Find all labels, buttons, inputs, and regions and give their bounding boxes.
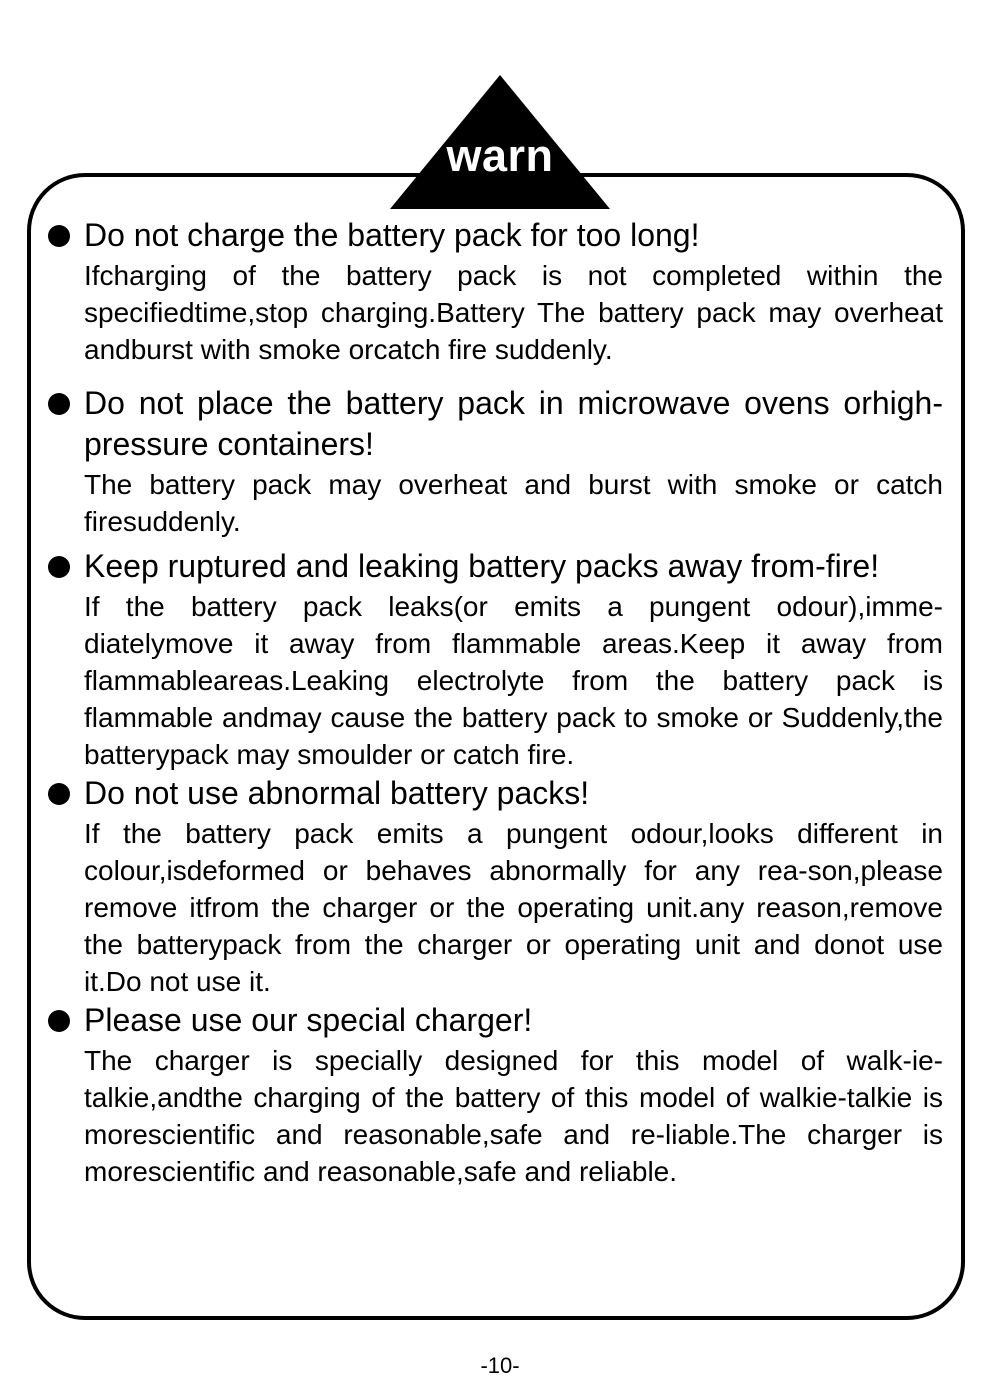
bullet-icon xyxy=(48,556,70,578)
bullet-icon xyxy=(48,225,70,247)
warning-body: The battery pack may overheat and burst with smoke or catch firesuddenly. xyxy=(84,469,943,537)
warning-item xyxy=(84,1000,943,1190)
warning-heading: Do not place the battery pack in microwave ovens orhigh-pressure containers! xyxy=(84,385,943,462)
warning-item xyxy=(84,546,943,773)
warn-heading: warn xyxy=(446,130,554,181)
warning-list xyxy=(84,215,943,1190)
warning-item xyxy=(84,383,943,540)
page-number: -10- xyxy=(480,1353,520,1378)
warning-heading: Please use our special charger! xyxy=(84,1002,533,1038)
warning-item xyxy=(84,773,943,1000)
bullet-icon xyxy=(48,393,70,415)
warning-body: If the battery pack emits a pungent odour,looks different in colour,isdeformed or behaves abnormally for any rea-son,please remove itfrom the charger or the operating unit.any reason,remove the batterypack from the charger or operating unit and donot use it.Do not use it. xyxy=(84,818,943,997)
warning-heading: Do not use abnormal battery packs! xyxy=(84,775,590,811)
warning-body: If the battery pack leaks(or emits a pungent odour),imme-diatelymove it away from flammable areas.Keep it away from flammableareas.Leaking electrolyte from the battery pack is flammable andmay cause the battery pack to smoke or Suddenly,the batterypack may smoulder or catch fire. xyxy=(84,591,943,770)
bullet-icon xyxy=(48,783,70,805)
warning-heading: Do not charge the battery pack for too long! xyxy=(84,217,700,253)
warning-item xyxy=(84,215,943,368)
warning-heading: Keep ruptured and leaking battery packs away from-fire! xyxy=(84,548,880,584)
warning-body: Ifcharging of the battery pack is not completed within the specifiedtime,stop charging.Battery The battery pack may overheat andburst with smoke orcatch fire suddenly. xyxy=(84,260,943,365)
warning-body: The charger is specially designed for this model of walk-ie-talkie,andthe charging of the battery of this model of walkie-talkie is morescientific and reasonable,safe and re-liable.The charger is morescientific and reasonable,safe and reliable. xyxy=(84,1045,943,1187)
bullet-icon xyxy=(48,1010,70,1032)
